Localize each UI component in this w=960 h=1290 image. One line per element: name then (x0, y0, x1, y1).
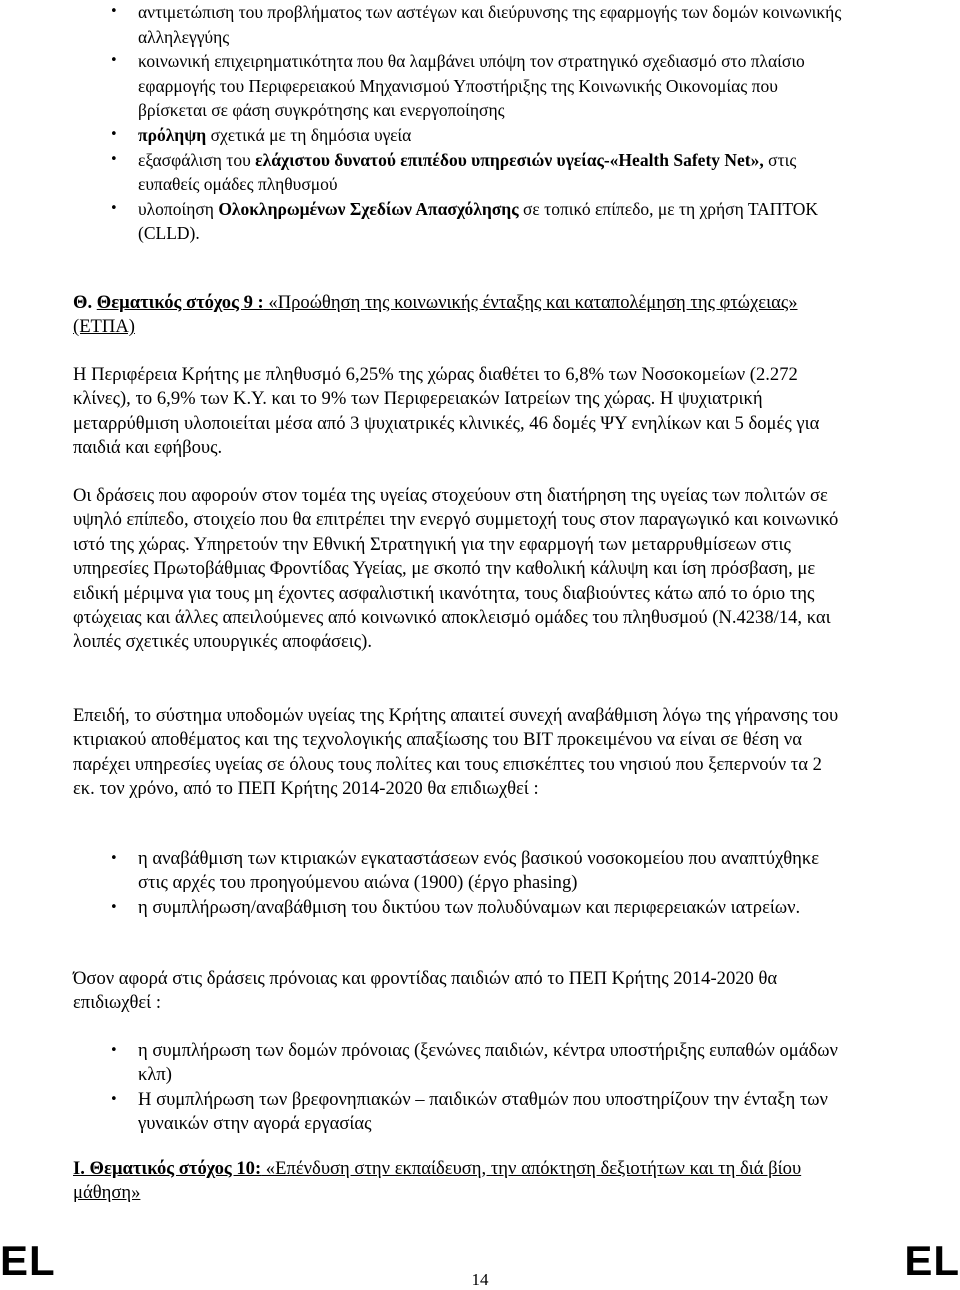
section-label: Θεματικός στόχος 9 : (96, 292, 264, 313)
bullet-icon: • (110, 1091, 118, 1107)
bullet-text: η συμπλήρωση/αναβάθμιση του δικτύου των πολυδύναμων και περιφερειακών ιατρείων. (138, 896, 801, 918)
bullet-text: κοινωνική επιχειρηματικότητα που θα λαμβάνει υπόψη τον στρατηγικό σχεδιασμό στο πλαίσιο εφαρμογής του Περιφερειακού Μηχανισμού Υποστήριξης της Κοινωνικής Οικονομίας που βρίσκεται σε φάση συγκρότησης και ενεργοποίησης (138, 51, 805, 121)
section-title: «Προώθηση της κοινωνικής ένταξης και καταπολέμηση της φτώχειας» (ΕΤΠΑ) (73, 292, 798, 338)
paragraph-infrastructure: Επειδή, το σύστημα υποδομών υγείας της Κρήτης απαιτεί συνεχή αναβάθμιση λόγω της γήρανσης του κτιριακού αποθέματος και της τεχνολογικής απαξίωσης του ΒΙΤ προκειμένου να είναι σε θέση να παρέχει υπηρεσίες υγείας σε όλους τους πολίτες και τους επισκέπτες του νησιού που ξεπερνούν τα 2 εκ. τον χρόνο, από το ΠΕΠ Κρήτης 2014-2020 θα επιδιωχθεί : (73, 705, 839, 800)
list-item (110, 896, 838, 920)
bullet-text: σε τοπικό επίπεδο, με τη χρήση ΤΑΠΤΟΚ (CLLD). (138, 198, 819, 244)
page-number: 14 (471, 1270, 489, 1289)
care-bullet-list (110, 1039, 838, 1137)
bullet-text: Η συμπλήρωση των βρεφονηπιακών – παιδικών σταθμών που υποστηρίζουν την ένταξη των γυναικών στην αγορά εργασίας (138, 1088, 828, 1135)
list-item (110, 0, 848, 49)
bullet-text: η συμπλήρωση των δομών πρόνοιας (ξενώνες παιδιών, κέντρα υποστήριξης ευπαθών ομάδων κλπ) (138, 1040, 838, 1086)
section-heading-iota (73, 1157, 848, 1206)
bullet-bold-text: ελάχιστου δυνατού επιπέδου υπηρεσιών υγείας-«Health Safety Net», (255, 149, 764, 170)
bullet-icon: • (110, 126, 118, 142)
bullet-text: αντιμετώπιση του προβλήματος των αστέγων και διεύρυνσης της εφαρμογής των δομών κοινωνικής αλληλεγγύης (138, 2, 842, 47)
list-item (110, 123, 848, 148)
bullet-text: η αναβάθμιση των κτιριακών εγκαταστάσεων ενός βασικού νοσοκομείου που αναπτύχθηκε στις αρχές του προηγούμενου αιώνα (1900) (έργο phasing) (138, 848, 820, 894)
bullet-text: στις ευπαθείς ομάδες πληθυσμού (138, 149, 797, 195)
list-item (110, 1039, 838, 1088)
health-bullet-list (110, 847, 838, 920)
section-heading-theta (73, 291, 848, 340)
bullet-icon: • (110, 53, 118, 69)
list-item (110, 847, 838, 896)
paragraph-hospitals: Η Περιφέρεια Κρήτης με πληθυσμό 6,25% της χώρας διαθέτει το 6,8% των Νοσοκομείων (2.272 κλίνες), το 6,9% των Κ.Υ. και το 9% των Περιφερειακών Ιατρείων της χώρας. Η ψυχιατρική μεταρρύθμιση υλοποιείται μέσα από 3 ψυχιατρικές κλινικές, 46 δομές ΨΥ ενηλίκων και 5 δομές για παιδιά και εφήβους. (73, 364, 820, 459)
list-item (110, 1088, 838, 1137)
section-label: Ι. Θεματικός στόχος 10: (73, 1158, 262, 1179)
top-bullet-list (110, 0, 848, 246)
bullet-text: σχετικά με τη δημόσια υγεία (206, 124, 412, 145)
paragraph-health-actions: Οι δράσεις που αφορούν στον τομέα της υγείας στοχεύουν στη διατήρηση της υγείας των πολιτών σε υψηλό επίπεδο, στοιχείο που θα επιτρέπει την ενεργό συμμετοχή τους στον παραγωγικό και κοινωνικό ιστό της χώρας. Υπηρετούν την Εθνική Στρατηγική για την εφαρμογή των μεταρρυθμίσεων στις υπηρεσίες Πρωτοβάθμιας Φροντίδας Υγείας, με σκοπό την καθολική κάλυψη και ίση πρόσβαση, με ειδική μέριμνα για τους μη έχοντες ασφαλιστική ικανότητα, τους διαβιούντες κάτω από το όριο της φτώχειας και άλλες απειλούμενες από κοινωνικό αποκλεισμό ομάδες του πληθυσμού (Ν.4238/14, και λοιπές σχετικές υπουργικές αποφάσεις). (73, 485, 839, 653)
paragraph-care: Όσον αφορά στις δράσεις πρόνοιας και φροντίδας παιδιών από το ΠΕΠ Κρήτης 2014-2020 θα επιδιωχθεί : (73, 968, 778, 1014)
list-item (110, 197, 848, 246)
list-item (110, 49, 848, 123)
bullet-bold-text: πρόληψη (138, 124, 207, 145)
bullet-bold-text: Ολοκληρωμένων Σχεδίων Απασχόλησης (218, 198, 519, 219)
bullet-text: εξασφάλιση του (138, 149, 256, 170)
bullet-icon: • (110, 200, 118, 216)
bullet-icon: • (110, 851, 118, 866)
bullet-icon: • (110, 4, 118, 19)
section-title: «Επένδυση στην εκπαίδευση, την απόκτηση δεξιοτήτων και τη διά βίου μάθηση» (73, 1158, 802, 1204)
bullet-icon: • (110, 151, 118, 167)
footer-language-mark-left: EL (0, 1237, 56, 1284)
section-prefix: Θ. (73, 292, 97, 313)
bullet-text: υλοποίηση (138, 198, 219, 219)
list-item (110, 148, 848, 197)
bullet-icon: • (110, 899, 118, 915)
footer-language-mark-right: EL (904, 1237, 960, 1284)
bullet-icon: • (110, 1043, 118, 1058)
